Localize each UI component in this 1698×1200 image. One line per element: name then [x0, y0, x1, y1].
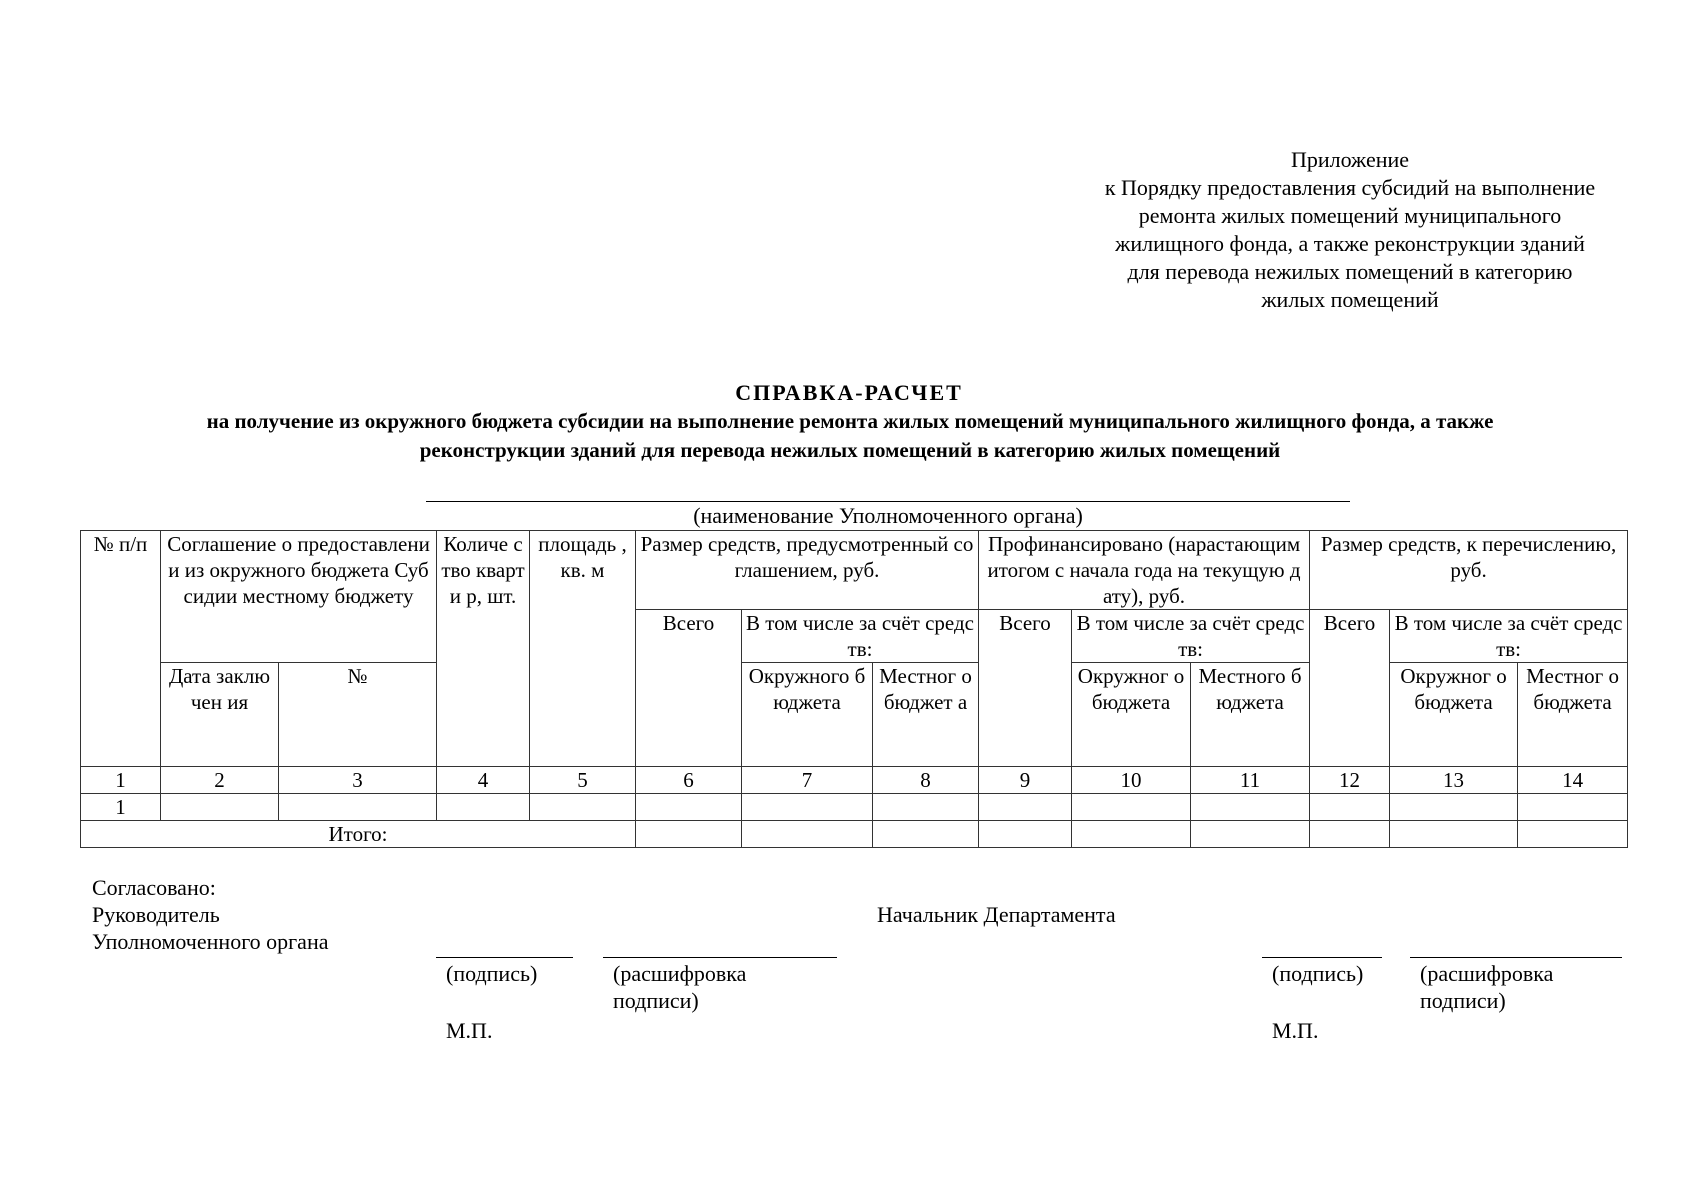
table-cell[interactable] [873, 821, 979, 848]
signature-caption-left: (подпись) [446, 961, 538, 986]
org-name-underline [426, 501, 1350, 502]
decode-caption-right-1: (расшифровка [1420, 961, 1554, 986]
table-cell[interactable] [530, 794, 636, 821]
column-number: 3 [279, 767, 437, 794]
header-transfer-okr: Окружног о бюджета [1390, 663, 1518, 767]
agreed-label: Согласовано: [92, 875, 216, 900]
total-row [81, 821, 1628, 848]
table-cell[interactable] [279, 794, 437, 821]
header-financed-total: Всего [979, 610, 1072, 767]
table-cell[interactable] [1191, 794, 1310, 821]
table-cell[interactable] [1390, 794, 1518, 821]
table-cell[interactable] [1072, 821, 1191, 848]
table-row [81, 794, 1628, 821]
signature-caption-right: (подпись) [1272, 961, 1364, 986]
column-number: 5 [530, 767, 636, 794]
header-planned-okr: Окружного бюджета [742, 663, 873, 767]
appendix-line: жилых помещений [1261, 287, 1439, 312]
header-transfer-total: Всего [1310, 610, 1390, 767]
column-number: 6 [636, 767, 742, 794]
header-transfer-incl: В том числе за счёт средств: [1390, 610, 1628, 663]
header-financed-mest: Местного бюджета [1191, 663, 1310, 767]
subtitle-line: реконструкции зданий для перевода нежилых помещений в категорию жилых помещений [419, 438, 1281, 462]
header-financed: Профинансировано (нарастающим итогом с начала года на текущую дату), руб. [979, 531, 1310, 610]
column-number: 13 [1390, 767, 1518, 794]
header-qty: Количе ство кварти р, шт. [437, 531, 530, 767]
org-label: Уполномоченного органа [92, 929, 329, 954]
table-cell[interactable] [1518, 821, 1628, 848]
column-number: 14 [1518, 767, 1628, 794]
header-planned-mest: Местног о бюджет а [873, 663, 979, 767]
signature-line-left[interactable] [436, 957, 573, 958]
table-cell[interactable] [161, 794, 279, 821]
table-cell[interactable] [437, 794, 530, 821]
header-planned-incl: В том числе за счёт средств: [742, 610, 979, 663]
table-cell[interactable] [979, 794, 1072, 821]
column-number: 7 [742, 767, 873, 794]
decode-caption-left-1: (расшифровка [613, 961, 747, 986]
table-cell[interactable] [1191, 821, 1310, 848]
appendix-line: для перевода нежилых помещений в категорию [1127, 259, 1573, 284]
table-cell[interactable] [873, 794, 979, 821]
appendix-block [1060, 146, 1640, 314]
table-cell[interactable] [1310, 821, 1390, 848]
column-number: 10 [1072, 767, 1191, 794]
header-num: № п/п [81, 531, 161, 767]
column-number: 1 [81, 767, 161, 794]
dept-head-label: Начальник Департамента [877, 902, 1116, 927]
subtitle-line: на получение из окружного бюджета субсидии на выполнение ремонта жилых помещений муниципального жилищного фонда, а также [206, 409, 1494, 433]
table-cell[interactable] [636, 794, 742, 821]
column-number: 4 [437, 767, 530, 794]
header-area: площадь , кв. м [530, 531, 636, 767]
decode-line-left[interactable] [603, 957, 837, 958]
table-cell[interactable] [1518, 794, 1628, 821]
column-number: 2 [161, 767, 279, 794]
table-cell[interactable] [742, 821, 873, 848]
total-label: Итого: [81, 821, 636, 848]
appendix-line: Приложение [1290, 147, 1410, 172]
table-cell[interactable] [1310, 794, 1390, 821]
column-number: 12 [1310, 767, 1390, 794]
header-transfer-mest: Местног о бюджета [1518, 663, 1628, 767]
header-financed-incl: В том числе за счёт средств: [1072, 610, 1310, 663]
header-planned-total: Всего [636, 610, 742, 767]
org-name-caption: (наименование Уполномоченного органа) [693, 503, 1083, 528]
document-title: СПРАВКА-РАСЧЕТ [735, 380, 963, 405]
appendix-line: ремонта жилых помещений муниципального [1138, 203, 1562, 228]
table-cell[interactable] [742, 794, 873, 821]
stamp-left: М.П. [446, 1018, 493, 1043]
column-number: 9 [979, 767, 1072, 794]
head-label: Руководитель [92, 902, 220, 927]
column-number: 8 [873, 767, 979, 794]
appendix-line: к Порядку предоставления субсидий на выполнение [1104, 175, 1596, 200]
table-cell[interactable] [1072, 794, 1191, 821]
header-transfer: Размер средств, к перечислению, руб. [1310, 531, 1628, 610]
calculation-table [80, 530, 1628, 848]
decode-line-right[interactable] [1410, 957, 1622, 958]
table-cell[interactable] [979, 821, 1072, 848]
header-agreement: Соглашение о предоставлении из окружного бюджета Субсидии местному бюджету [161, 531, 437, 663]
row-number: 1 [81, 794, 161, 821]
document-subtitle [80, 407, 1620, 465]
header-agreement-no: № [279, 663, 437, 767]
column-number-row [81, 767, 1628, 794]
appendix-line: жилищного фонда, а также реконструкции зданий [1115, 231, 1585, 256]
stamp-right: М.П. [1272, 1018, 1319, 1043]
table-cell[interactable] [1390, 821, 1518, 848]
decode-caption-left-2: подписи) [613, 988, 699, 1013]
column-number: 11 [1191, 767, 1310, 794]
header-planned: Размер средств, предусмотренный соглашением, руб. [636, 531, 979, 610]
signature-line-right[interactable] [1262, 957, 1382, 958]
header-financed-okr: Окружног о бюджета [1072, 663, 1191, 767]
header-agreement-date: Дата заключен ия [161, 663, 279, 767]
decode-caption-right-2: подписи) [1420, 988, 1506, 1013]
table-cell[interactable] [636, 821, 742, 848]
